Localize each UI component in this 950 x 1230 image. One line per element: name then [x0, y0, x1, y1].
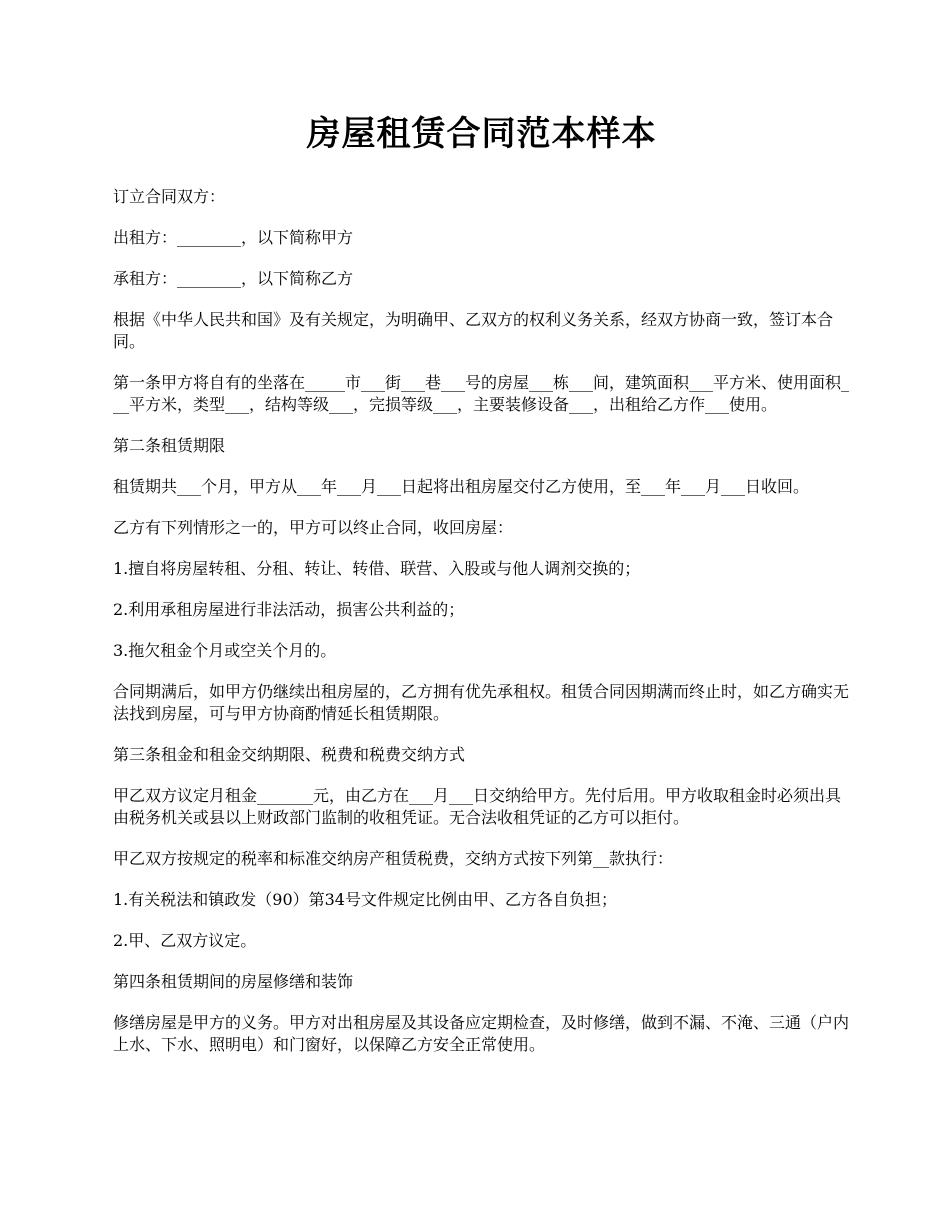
- list-item-tax-2: 2.甲、乙双方议定。: [113, 931, 257, 950]
- paragraph-renewal: 合同期满后，如甲方仍继续出租房屋的，乙方拥有优先承租权。租赁合同因期满而终止时，如乙方确实无法找到房屋，可与甲方协商酌情延长租赁期限。: [113, 682, 850, 723]
- document-title: 房屋租赁合同范本样本: [306, 114, 657, 154]
- paragraph-rent: 甲乙双方议定月租金_______元，由乙方在___月___日交纳给甲方。先付后用。甲方收取租金时必须出具由税务机关或县以上财政部门监制的收租凭证。无合法收租凭证的乙方可以拒付。: [113, 786, 842, 827]
- paragraph-lease-term: 租赁期共___个月，甲方从___年___月___日起将出租房屋交付乙方使用，至___年___月___日收回。: [113, 477, 810, 496]
- paragraph-preamble: 根据《中华人民共和国》及有关规定，为明确甲、乙双方的权利义务关系，经双方协商一致，签订本合同。: [113, 310, 834, 351]
- list-item-tax-1: 1.有关税法和镇政发（90）第34号文件规定比例由甲、乙方各自负担；: [113, 890, 617, 909]
- list-item-termination-3: 3.拖欠租金个月或空关个月的。: [113, 641, 337, 660]
- heading-article-3: 第三条租金和租金交纳期限、税费和税费交纳方式: [113, 745, 466, 764]
- list-item-termination-2: 2.利用承租房屋进行非法活动，损害公共利益的；: [113, 600, 465, 619]
- paragraph-repairs: 修缮房屋是甲方的义务。甲方对出租房屋及其设备应定期检查，及时修缮，做到不漏、不淹、三通（户内上水、下水、照明电）和门窗好，以保障乙方安全正常使用。: [113, 1013, 850, 1054]
- list-item-termination-1: 1.擅自将房屋转租、分租、转让、转借、联营、入股或与他人调剂交换的；: [113, 559, 641, 578]
- paragraph-termination-intro: 乙方有下列情形之一的，甲方可以终止合同，收回房屋：: [113, 518, 514, 537]
- heading-article-2: 第二条租赁期限: [113, 436, 226, 455]
- heading-article-4: 第四条租赁期间的房屋修缮和装饰: [113, 972, 354, 991]
- paragraph-tax-method: 甲乙双方按规定的税率和标准交纳房产租赁税费，交纳方式按下列第__款执行：: [113, 849, 674, 868]
- paragraph-parties: 订立合同双方：: [113, 187, 226, 206]
- paragraph-lessee: 承租方：________，以下简称乙方: [113, 269, 354, 288]
- paragraph-lessor: 出租方：________，以下简称甲方: [113, 228, 354, 247]
- paragraph-article-1: 第一条甲方将自有的坐落在_____市___街___巷___号的房屋___栋___间，建筑面积___平方米、使用面积___平方米，类型___，结构等级___，完损等级___，主要装修设备___，出租给乙方作___使用。: [113, 373, 850, 414]
